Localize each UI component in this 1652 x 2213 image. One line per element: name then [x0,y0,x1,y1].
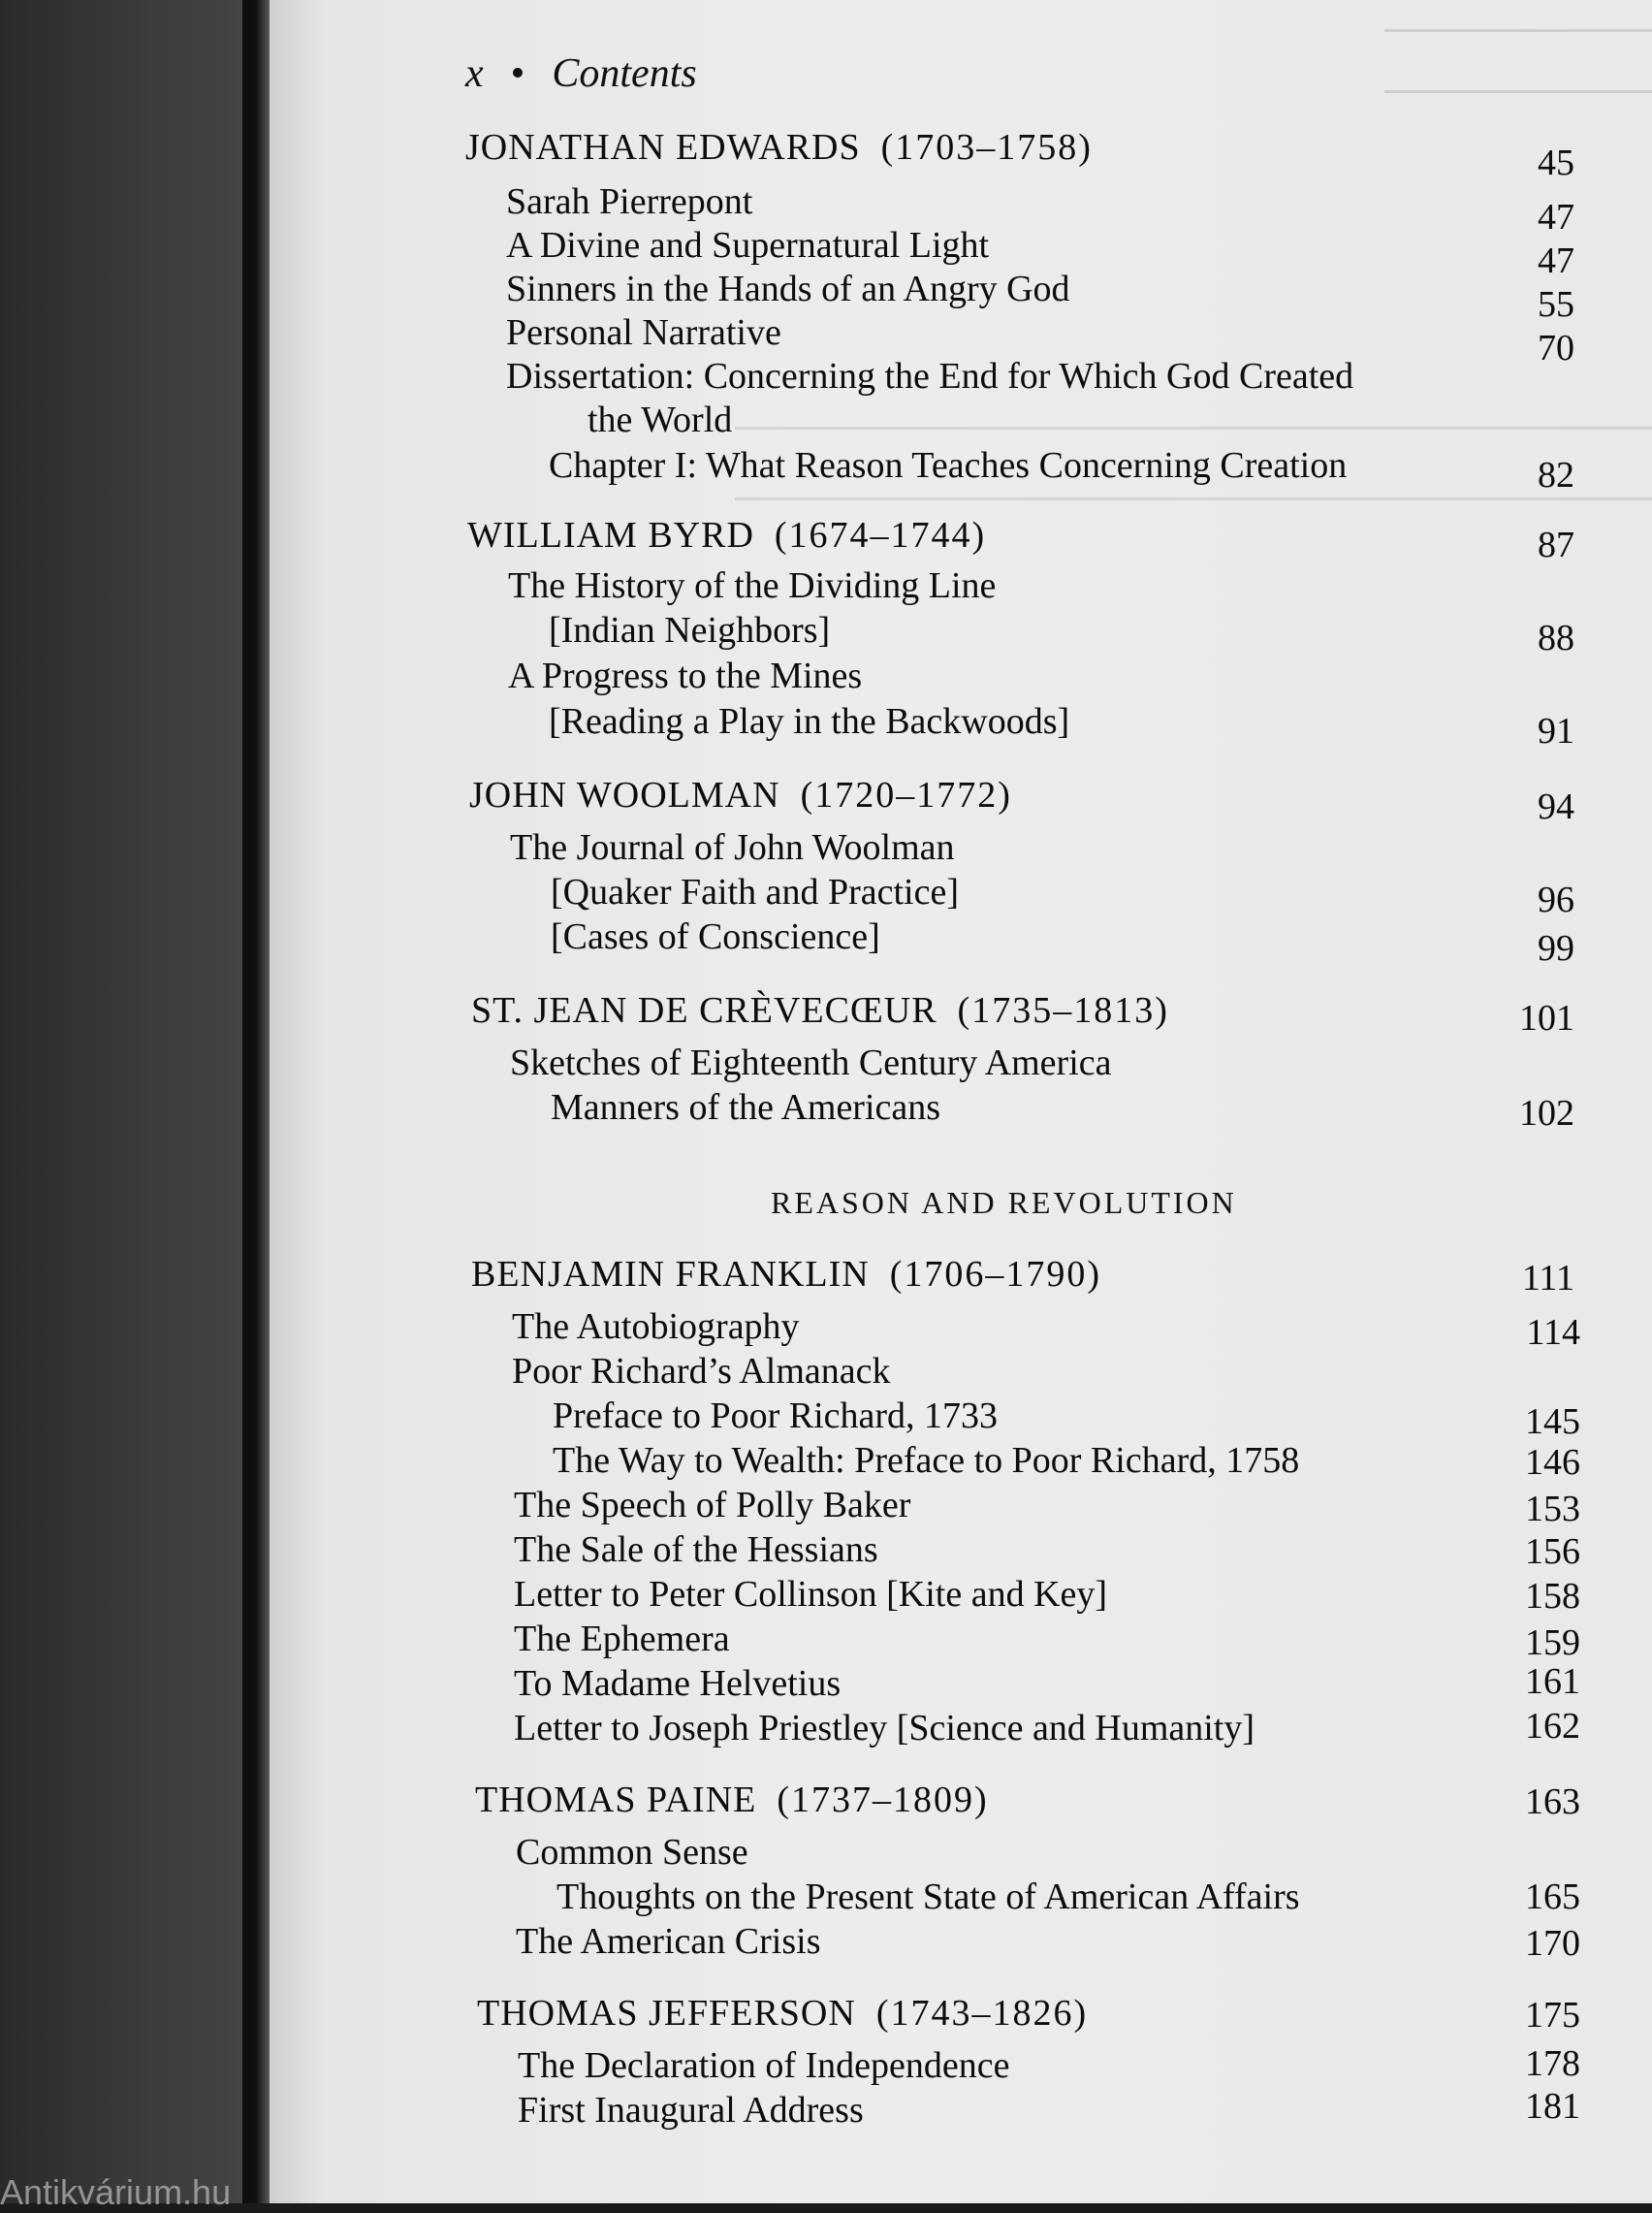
page-ref: 153 [1525,1489,1580,1529]
toc-entry: The Declaration of Independence [518,2045,1010,2086]
page-ref: 114 [1526,1312,1580,1353]
page-ref: 165 [1525,1876,1580,1917]
toc-entry: A Divine and Supernatural Light [506,225,990,266]
page-ref: 87 [1538,525,1574,565]
toc-entry: Dissertation: Concerning the End for Which God Created [506,356,1354,397]
page-ref: 70 [1538,328,1574,369]
page-ref: 178 [1525,2043,1580,2084]
page-ref: 175 [1525,1995,1580,2036]
page-ref: 47 [1538,241,1574,281]
page-ref: 102 [1519,1093,1574,1134]
toc-entry: The Speech of Polly Baker [514,1485,911,1525]
author-heading: JOHN WOOLMAN (1720–1772) [469,775,1012,816]
toc-entry: Letter to Joseph Priestley [Science and Humanity] [514,1708,1255,1748]
toc-subentry: Thoughts on the Present State of American Affairs [556,1876,1300,1917]
toc-entry: The Journal of John Woolman [510,827,955,868]
section-heading: REASON AND REVOLUTION [771,1185,1237,1220]
author-heading: WILLIAM BYRD (1674–1744) [467,515,987,556]
toc-entry: Poor Richard’s Almanack [512,1351,891,1392]
page-ref: 47 [1538,197,1574,238]
toc-subentry: Preface to Poor Richard, 1733 [553,1395,999,1436]
watermark: Antikvárium.hu [0,2172,232,2212]
toc-entry: The Ephemera [514,1619,730,1659]
header-separator: • [510,51,525,96]
toc-subentry: [Cases of Conscience] [551,916,880,957]
page-ref: 159 [1525,1622,1580,1663]
page-ref: 146 [1525,1442,1580,1483]
page-ref: 55 [1538,284,1574,325]
toc-entry: To Madame Helvetius [514,1663,842,1704]
page-ref: 96 [1538,880,1574,920]
page-ref: 170 [1525,1923,1580,1964]
toc-entry: Sinners in the Hands of an Angry God [506,269,1070,309]
toc-entry: First Inaugural Address [518,2090,864,2131]
page-ref: 156 [1525,1531,1580,1572]
author-heading: THOMAS JEFFERSON (1743–1826) [477,1993,1089,2034]
toc-subentry: Manners of the Americans [551,1087,941,1128]
author-heading: BENJAMIN FRANKLIN (1706–1790) [471,1254,1102,1295]
toc-entry: The History of the Dividing Line [508,565,997,606]
author-heading: THOMAS PAINE (1737–1809) [475,1780,989,1820]
toc-entry: A Progress to the Mines [508,656,863,696]
page-ref: 163 [1525,1781,1580,1822]
toc-entry: The American Crisis [516,1921,821,1962]
toc-entry: Letter to Peter Collinson [Kite and Key] [514,1574,1108,1615]
page-ref: 88 [1538,618,1574,658]
toc-subentry: The Way to Wealth: Preface to Poor Richard, 1758 [553,1440,1300,1481]
page-ref: 181 [1525,2086,1580,2127]
header-title: Contents [552,51,697,96]
author-heading: JONATHAN EDWARDS (1703–1758) [465,127,1093,168]
page-ref: 94 [1538,786,1574,827]
page-ref: 145 [1525,1401,1580,1442]
page-ref: 101 [1519,998,1574,1039]
toc-entry: Sketches of Eighteenth Century America [510,1042,1112,1083]
page-ref: 91 [1538,711,1574,752]
toc-entry: Sarah Pierrepont [506,181,753,222]
toc-subentry: Chapter I: What Reason Teaches Concerning Creation [549,445,1348,486]
toc-subentry: [Reading a Play in the Backwoods] [549,701,1070,742]
toc-entry: Common Sense [516,1832,748,1873]
page-ref: 99 [1538,928,1574,969]
page-ref: 45 [1538,143,1574,183]
page-ref: 158 [1525,1576,1580,1617]
toc-subentry: [Quaker Faith and Practice] [551,872,959,913]
page-ref: 111 [1521,1258,1574,1299]
toc-entry: The Sale of the Hessians [514,1529,878,1570]
toc-subentry: [Indian Neighbors] [549,610,831,651]
toc-entry-continued: the World [588,400,733,440]
author-heading: ST. JEAN DE CRÈVECŒUR (1735–1813) [471,990,1169,1031]
page-ref: 162 [1525,1706,1580,1747]
toc-entry: The Autobiography [512,1306,800,1347]
page-ref: 82 [1538,455,1574,496]
page-ref: 161 [1525,1661,1580,1702]
toc-entry: Personal Narrative [506,312,781,353]
header-page-number: x [465,51,484,96]
